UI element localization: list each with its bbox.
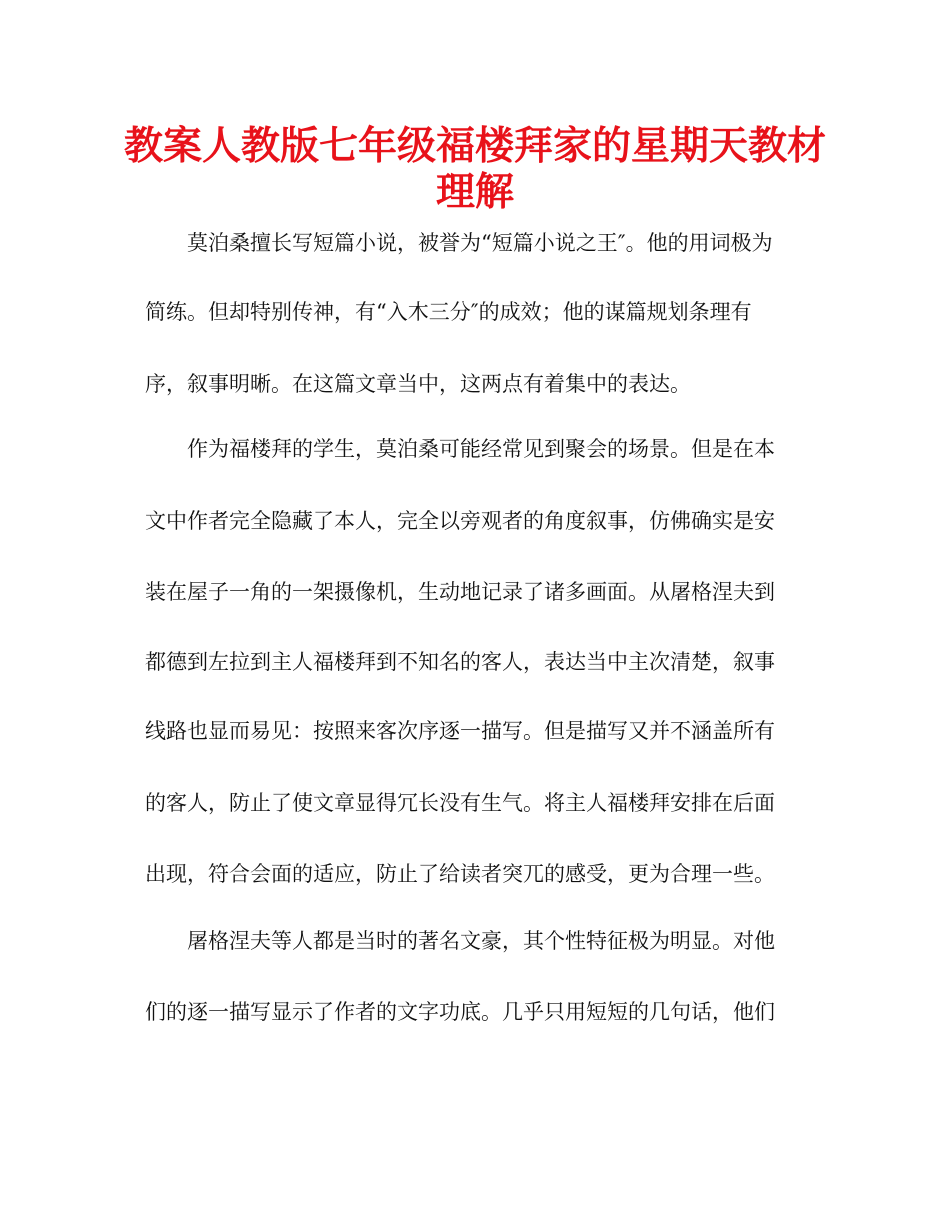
paragraph-1-line-1: 莫泊桑擅长写短篇小说，被誉为“短篇小说之王″。他的用词极为 — [187, 231, 773, 255]
paragraph-2-line-1: 作为福楼拜的学生，莫泊桑可能经常见到聚会的场景。但是在本 — [187, 437, 775, 461]
paragraph-2-line-6: 的客人，防止了使文章显得冗长没有生气。将主人福楼拜安排在后面 — [145, 791, 775, 815]
document-title-line-1: 教案人教版七年级福楼拜家的星期天教材 — [123, 124, 826, 169]
paragraph-2-line-5: 线路也显而易见：按照来客次序逐一描写。但是描写又并不涵盖所有 — [145, 719, 775, 743]
paragraph-1-line-3: 序，叙事明晰。在这篇文章当中，这两点有着集中的表达。 — [145, 372, 691, 396]
document-title-line-2: 理解 — [435, 170, 514, 215]
paragraph-2-line-2: 文中作者完全隐藏了本人，完全以旁观者的角度叙事，仿佛确实是安 — [145, 509, 775, 533]
paragraph-2-line-4: 都德到左拉到主人福楼拜到不知名的客人，表达当中主次清楚，叙事 — [145, 650, 775, 674]
paragraph-3-line-2: 们的逐一描写显示了作者的文字功底。几乎只用短短的几句话，他们 — [145, 1000, 775, 1024]
paragraph-3-line-1: 屠格涅夫等人都是当时的著名文豪，其个性特征极为明显。对他 — [187, 929, 775, 953]
paragraph-2-line-3: 装在屋子一角的一架摄像机，生动地记录了诸多画面。从屠格涅夫到 — [145, 580, 775, 604]
paragraph-2-line-7: 出现，符合会面的适应，防止了给读者突兀的感受，更为合理一些。 — [145, 862, 775, 886]
paragraph-1-line-2: 简练。但却特别传神，有“入木三分″的成效；他的谋篇规划条理有 — [145, 300, 752, 324]
